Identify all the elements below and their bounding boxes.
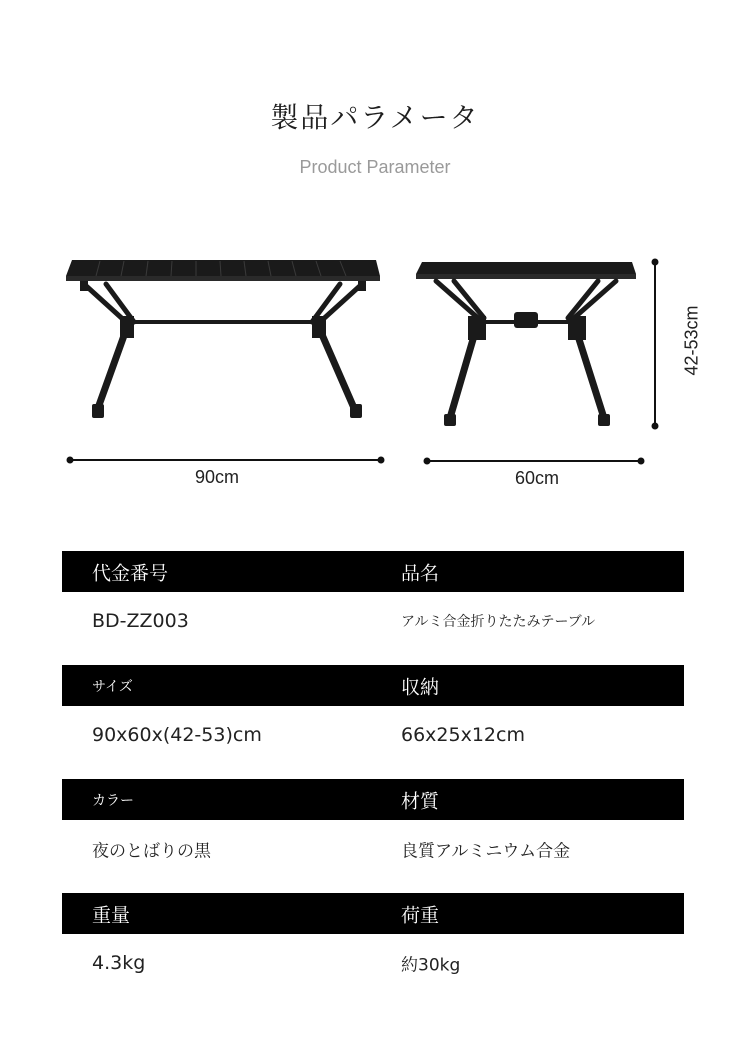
spec-value-row (62, 820, 684, 878)
depth-label: 60cm (515, 468, 560, 488)
spec-value-row (62, 592, 684, 650)
spec-label: サイズ (92, 678, 133, 695)
spec-label: 荷重 (401, 904, 440, 926)
height-label: 42-53cm (681, 305, 702, 376)
spec-label: 重量 (92, 904, 131, 926)
spec-value: 66x25x12cm (401, 724, 525, 746)
spec-value: 夜のとばりの黒 (92, 841, 211, 862)
width-label: 90cm (195, 467, 240, 487)
table-front-view (66, 260, 380, 418)
page-subtitle: Product Parameter (299, 157, 451, 177)
spec-value-row (62, 934, 684, 992)
spec-label: 代金番号 (92, 562, 169, 584)
spec-header-row (62, 779, 684, 820)
spec-value: 約30kg (401, 955, 461, 976)
spec-value: BD-ZZ003 (92, 610, 189, 632)
spec-table (62, 551, 684, 992)
spec-label: 収納 (401, 676, 440, 698)
page-title: 製品パラメータ (270, 101, 480, 134)
spec-label: 品名 (401, 562, 440, 584)
spec-label: カラー (92, 792, 134, 809)
spec-value: 良質アルミニウム合金 (401, 841, 571, 862)
spec-value: 4.3kg (92, 952, 146, 974)
spec-header-row (62, 551, 684, 592)
table-side-view (416, 262, 636, 426)
spec-value-row (62, 706, 684, 764)
spec-value: 90x60x(42-53)cm (92, 724, 262, 746)
spec-header-row (62, 893, 684, 934)
spec-label: 材質 (401, 790, 440, 812)
spec-header-row (62, 665, 684, 706)
spec-value: アルミ合金折りたたみテーブル (401, 614, 596, 630)
